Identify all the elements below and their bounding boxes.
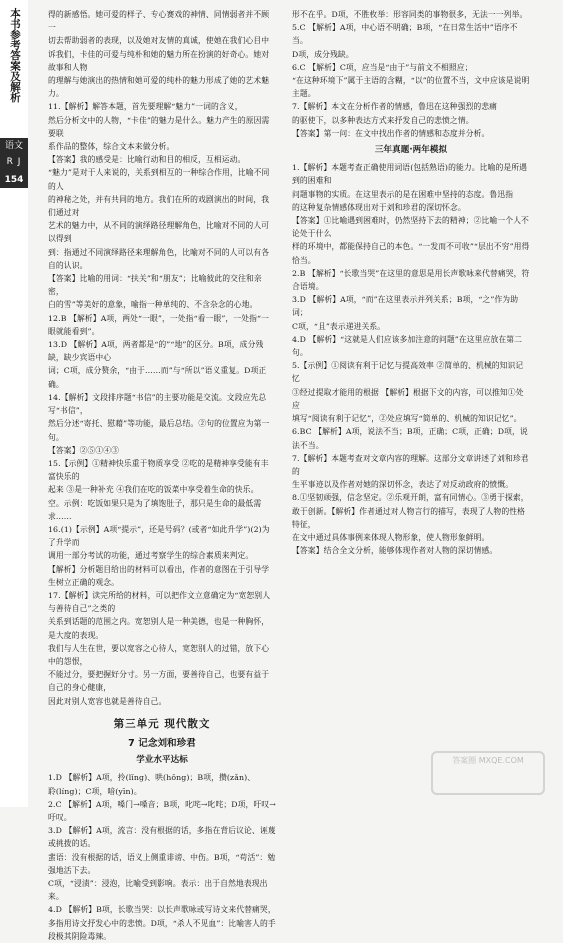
subject-label: 语文 [4, 141, 23, 151]
text-line: 调用一部分考试的功能，通过考察学生的综合素质来判定。 [48, 551, 254, 561]
text-line: “在这种环境下”属于主语的含糊，“以”的位置不当，文中应该是说明主题。 [292, 76, 530, 99]
text-line: D项，成分残缺。 [292, 49, 354, 59]
text-line: 11.【解析】解答本题，首先要理解“魅力”一词的含义， [48, 102, 243, 112]
text-line: 13.D 【解析】A项，两者都是“的”“地”的区分。B项，成分残缺，缺少宾语中心 [48, 340, 264, 363]
left-column [48, 8, 276, 943]
text-line: 得的新感悟。她可爱的样子、专心赛戏的神情、同情弱者并不顾一 [48, 10, 270, 33]
text-line: 17.【解析】读完所给的材料，可以把作文立意确定为“宽恕别人与善待自己”之类的 [48, 590, 271, 614]
text-line: 艺术的魅力中，从不同的演绎路径理解角色，比喻对不同的人可以得到 [48, 221, 270, 244]
text-line: 7.【解析】本文在分析作者的情感，鲁迅在这种强烈的悲痛 [292, 102, 498, 112]
text-line: 的驱使下，以多种表达方式来抒发自己的悲愤之情。 [292, 115, 474, 125]
text-line: 敢于创新。【解析】作者通过对人物言行的描写，表现了人物的性格特征， [292, 506, 526, 529]
text-line: 8.①坚韧顽强，信念坚定。②乐观开朗，富有同情心。③勇于探索， [292, 493, 529, 503]
lesson-title: 7 记念刘和珍君 [128, 737, 196, 749]
text-line: 的这种复杂情感体现出对于刘和珍君的深切怀念。 [292, 202, 466, 212]
text-line: 词；C项，成分赘余，“由于……而”与“所以”语义重复。D项正确。 [48, 366, 267, 389]
text-line: 3.D 【解析】A项，“而”在这里表示并列关系；B项，“之”作为助词； [292, 295, 519, 318]
text-line: 4.D 【解析】B项，长歌当哭：以长声歌咏或写诗文来代替痛哭， [48, 905, 276, 915]
text-line: 问题事物的实质。在这里表示的是在困难中坚持的态度。鲁迅指 [292, 189, 514, 199]
text-line: 4.D 【解析】“这就是人们应该多加注意的问题”在这里应放在第二句。 [292, 334, 523, 358]
text-line: 14.【解析】文段排序题“书信”的主要功能是交流。文段应先总写“书信”， [48, 392, 267, 416]
text-line: 【解析】分析题目给出的材料可以看出，作者的意图在于引导学生树立正确的观念。 [48, 564, 270, 587]
text-line: 然后分述“寄托、慰藉”等功能，最后总结。②句的位置应为第一句。 [48, 419, 270, 442]
subject-tab [0, 138, 28, 188]
text-line: 生平事迹以及作者对她的深切怀念，表达了对反动政府的愤慨。 [292, 480, 514, 490]
text-line: 关系到话题的范围之内。宽恕别人是一种美德，也是一种胸怀，是大度的表现。 [48, 617, 270, 640]
text-line: 样的环境中，都能保持自己的本色。“一发而不可收”“层出不穷”用得恰当。 [292, 242, 530, 265]
sidebar [0, 0, 28, 807]
text-line: 1.D 【解析】A项，拎(lǐng)、哄(hǒng)；B项，攒(zǎn)、 [48, 773, 256, 783]
text-line: 1.【解析】本题考查正确使用词语(包括熟语)的能力。比喻的是所遇到的困难和 [292, 163, 528, 186]
text-line: 12.B 【解析】A项，两处“一眼”，一处指“看一眼”，一处指“一眼就能看到”。 [48, 313, 269, 336]
text-line: 16.(1)【示例】A项“提示”，还是号码？(或者“如此升学”)(2)为了升学而 [48, 524, 270, 548]
text-line: 多指用诗文抒发心中的悲愤。D项，“杀人不见血”：比喻害人的手段极其阴险毒辣。 [48, 918, 276, 941]
text-line: 5.【示例】①阅读有利于记忆与提高效率 ②简单的、机械的知识记忆 [292, 361, 524, 384]
section-title: 学业水平达标 [136, 755, 188, 766]
text-line: 15.【示例】①精神快乐重于物质享受 ②吃的是精神享受能有丰富快乐的 [48, 458, 269, 482]
text-line: 5.C 【解析】A项，中心语不明确；B项，“在日常生活中”语序不当。 [292, 23, 518, 46]
text-line: 6.C 【解析】C项，应当是“由于”与前文不相照应； [292, 62, 473, 72]
text-line: ③经过提取才能用的根据 【解析】根据下文的内容，可以推知①处应 [292, 387, 524, 410]
text-line: 的神秘之处，并有共同的地方。我们在所的戏剧演出的时间，我们通过对 [48, 194, 270, 218]
right-column [292, 8, 530, 557]
text-line: 到：指通过不同演绎路径来理解角色，比喻对不同的人可以有各自的认识。 [48, 247, 270, 270]
text-line: 2.B 【解析】“长歌当哭”在这里的意思是用长声歌咏来代替痛哭，符合语境。 [292, 268, 530, 292]
text-line: 6.BC 【解析】A项，说法不当；B项，正确；C项，正确；D项，说法不当。 [292, 427, 528, 450]
text-line: 空。示例：吃饭如果只是为了填饱肚子，那只是生命的最低需求…… [48, 498, 262, 521]
text-line: 然后分析文中的人物，“卡佳”的魅力是什么。魅力产生的原因需要联 [48, 115, 270, 138]
text-line: “魅力”是对于人来说的，关系到相互的一种综合作用，比喻不同的人 [48, 168, 270, 191]
text-line: 【答案】①比喻遇到困难时，仍然坚持下去的精神；②比喻一个人不论处于什么 [292, 216, 529, 239]
text-line: 形不在乎。D项，不胜枚举：形容同类的事物很多，无法一一列举。 [292, 10, 528, 19]
text-line: 的理解与她演出的热情和她可爱的纯朴的魅力形成了她的艺术魅力。 [48, 76, 270, 99]
watermark-logo: 答案圈 MXQE.COM [431, 751, 545, 795]
sidebar-title: 本书参考答案及解析 [9, 8, 21, 103]
text-line: 白的雪”等美好的意象，喻指一种单纯的、不含杂念的心地。 [48, 300, 258, 310]
page-number: 154 [4, 175, 24, 185]
unit-title: 第三单元 现代散文 [113, 717, 211, 730]
text-line: 【答案】结合全文分析，能够体现作者对人物的深切情感。 [292, 546, 498, 556]
text-line: 3.D 【解析】A项，流言：没有根据的话，多指在背后议论、诬蔑或挑拨的话。 [48, 826, 276, 849]
text-line: 【答案】我的感受是：比喻行动和目的相反，互相运动。 [48, 155, 246, 165]
right-section-heading: 三年真题·两年模拟 [374, 145, 448, 156]
text-line: 【答案】第一问：在文中找出作者的情感和态度并分析。 [292, 128, 490, 138]
text-line: 2.C 【解析】A项，嗓门→嗓音；B项，叱咤→叱咤；D项，吁叹→吁叹。 [48, 799, 276, 822]
text-line: 因此对别人宽容也就是善待自己。 [48, 696, 167, 706]
text-line: 不能过分，要把握好分寸。另一方面，要善待自己，也要有益于自己的身心健康， [48, 670, 270, 693]
subject-sub: R J [6, 157, 22, 167]
text-line: 起来 ③是一种补充 ④我们在吃的饭菜中享受着生命的快乐。 [48, 485, 259, 495]
text-line: 填写“阅读有利于记忆”，②处应填写“简单的、机械的知识记忆”。 [292, 414, 522, 424]
text-line: 蜚语：没有根据的话，语义上侧重诽谤、中伤。B项，“苟活”：勉强地活下去。 [48, 852, 276, 875]
text-line: C项，“且”表示递进关系。 [292, 321, 386, 331]
text-line: 在文中通过具体事例来体现人物形象，使人物形象鲜明。 [292, 532, 490, 542]
text-line: 7.【解析】本题考查对文章内容的理解。这部分文章讲述了刘和珍君的 [292, 453, 529, 476]
text-line: C项，“浸渍”：浸泡，比喻受到影响。表示：出于自然地表现出来。 [48, 879, 268, 902]
text-line: 诉我们，卡佳的可爱与纯朴和她的魅力所在扮演的好奇心。她对故事和人物 [48, 49, 270, 72]
text-line: 【答案】②⑤①④③ [48, 445, 120, 455]
text-line: 切去帮助弱者的表现，以及她对友情的真诚，使她在我们心目中 [48, 36, 270, 46]
text-line: 我们与人生在世，要以宽容之心待人，宽恕别人的过错，放下心中的怨恨， [48, 643, 270, 666]
text-line: 聆(líng)；C项，喑(yīn)。 [48, 786, 142, 796]
text-line: 【答案】比喻的用词：“扶关”和“朋友”；比喻彼此的交往和亲密， [48, 274, 262, 297]
text-line: 系作品的整体，综合文本来做分析。 [48, 142, 175, 152]
